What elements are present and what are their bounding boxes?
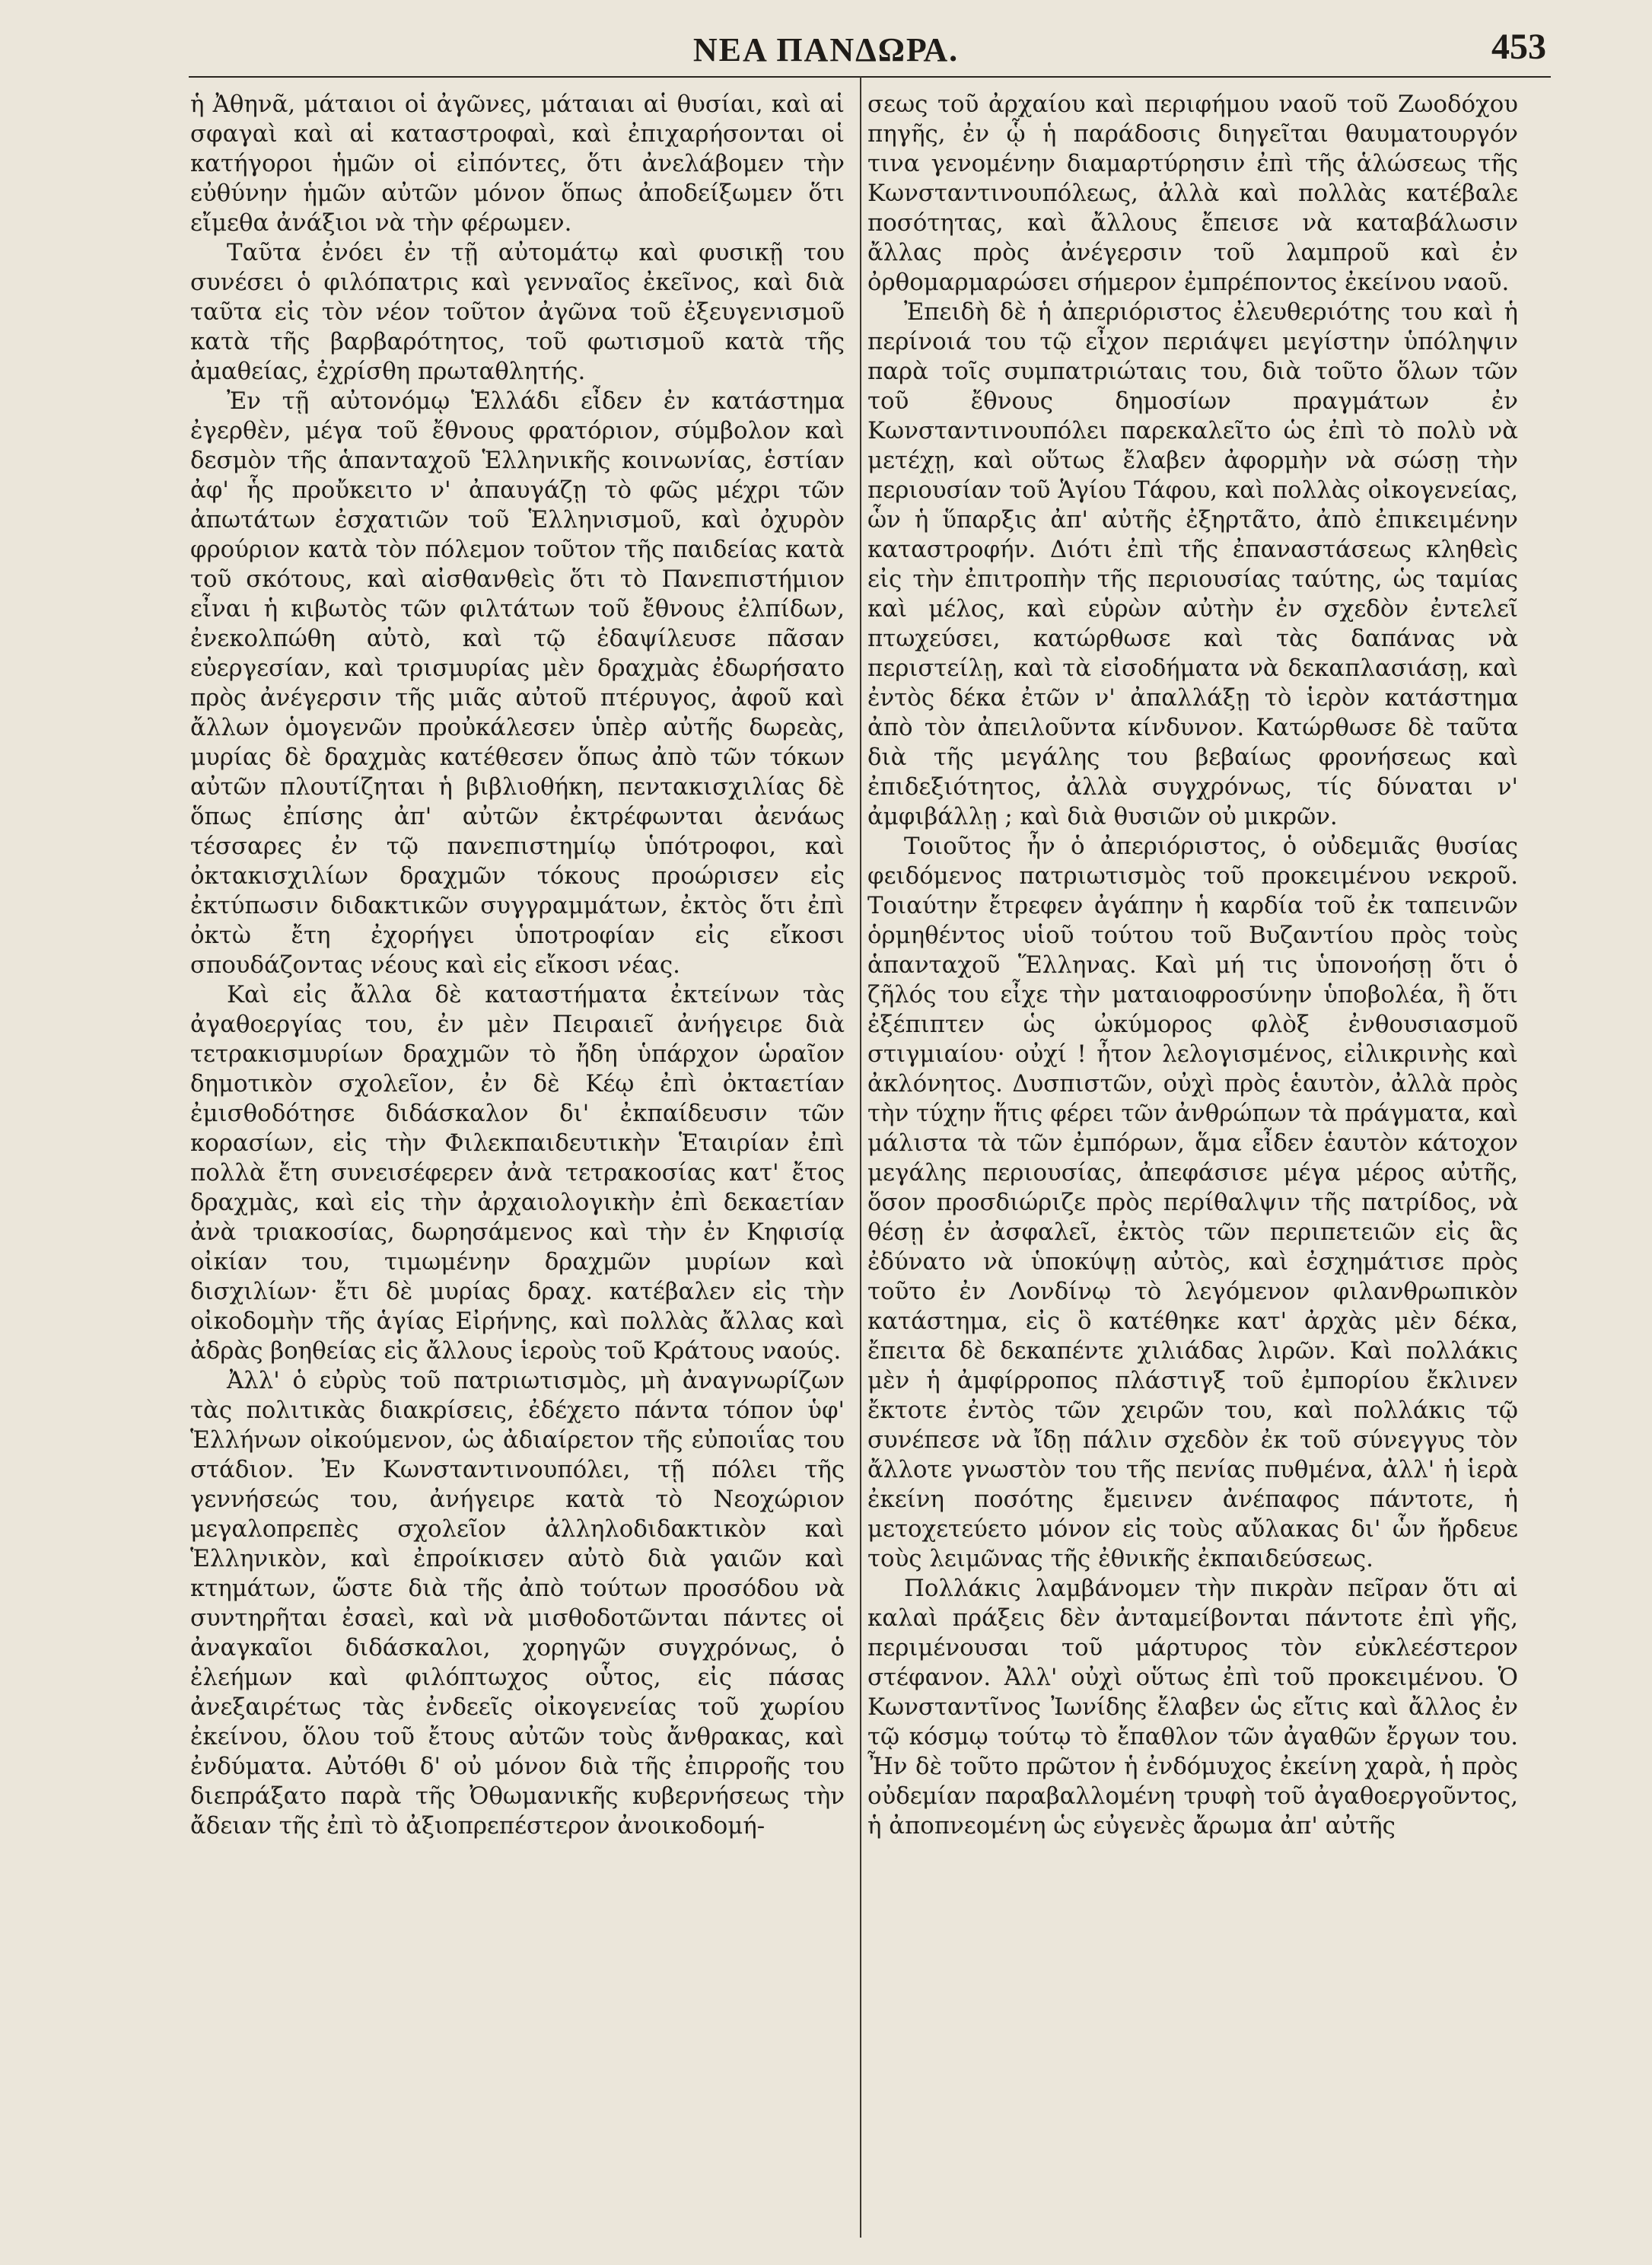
paragraph: Πολλάκις λαμβάνομεν τὴν πικρὰν πεῖραν ὅτι αἱ καλαὶ πράξεις δὲν ἀνταμείβονται πάντοτε ἐπὶ γῆς, περιμένουσαι τοῦ μάρτυρος τὸν εὐκλεέστερον στέφανον. Ἀλλ' οὐχὶ οὕτως ἐπὶ τοῦ προκειμένου. Ὁ Κωνσταντῖνος Ἰωνίδης ἔλαβεν ὡς εἴτις καὶ ἄλλος ἐν τῷ κόσμῳ τούτῳ τὸ ἔπαθλον τῶν ἀγαθῶν ἔργων του. Ἦν δὲ τοῦτο πρῶτον ἡ ἐνδόμυχος ἐκείνη χαρὰ, ἡ πρὸς οὐδεμίαν παραβαλλομένη τρυφὴ τοῦ ἀγαθοεργοῦντος, ἡ ἀποπνεομένη ὡς εὐγενὲς ἄρωμα ἀπ' αὐτῆς: [867, 1575, 1518, 1840]
paragraph: Ἐπειδὴ δὲ ἡ ἀπεριόριστος ἐλευθεριότης του καὶ ἡ περίνοιά του τῷ εἶχον περιάψει μεγίστην ὑπόληψιν παρὰ τοῖς συμπατριώταις του, διὰ τοῦτο ὅλων τῶν τοῦ ἔθνους δημοσίων πραγμάτων ἐν Κωνσταντινουπόλει παρεκαλεῖτο ὡς ἐπὶ τὸ πολὺ νὰ μετέχῃ, καὶ οὕτως ἔλαβεν ἀφορμὴν νὰ σώσῃ τὴν περιουσίαν τοῦ Ἁγίου Τάφου, καὶ πολλὰς οἰκογενείας, ὧν ἡ ὕπαρξις ἀπ' αὐτῆς ἐξηρτᾶτο, ἀπὸ ἐπικειμένην καταστροφήν. Διότι ἐπὶ τῆς ἐπαναστάσεως κληθεὶς εἰς τὴν ἐπιτροπὴν τῆς περιουσίας ταύτης, ὡς ταμίας καὶ μέλος, καὶ εὑρὼν αὐτὴν ἐν σχεδὸν ἐντελεῖ πτωχεύσει, κατώρθωσε καὶ τὰς δαπάνας νὰ περιστείλῃ, καὶ τὰ εἰσοδήματα νὰ δεκαπλασιάσῃ, καὶ ἐντὸς δέκα ἐτῶν ν' ἀπαλλάξῃ τὸ ἱερὸν κατάστημα ἀπὸ τὸν ἀπειλοῦντα κίνδυνον. Κατώρθωσε δὲ ταῦτα διὰ τῆς μεγάλης του βεβαίως φρονήσεως καὶ ἐπιδεξιότητος, ἀλλὰ συγχρόνως, τίς δύναται ν' ἀμφιβάλλῃ ; καὶ διὰ θυσιῶν οὐ μικρῶν.: [867, 298, 1518, 830]
left-column: [190, 90, 845, 1841]
paragraph: Ἐν τῇ αὐτονόμῳ Ἑλλάδι εἶδεν ἐν κατάστημα ἐγερθὲν, μέγα τοῦ ἔθνους φρατόριον, σύμβολον καὶ δεσμὸν τῆς ἁπανταχοῦ Ἑλληνικῆς κοινωνίας, ἑστίαν ἀφ' ἧς προὔκειτο ν' ἀπαυγάζῃ τὸ φῶς μέχρι τῶν ἀπωτάτων ἐσχατιῶν τοῦ Ἑλληνισμοῦ, καὶ ὀχυρὸν φρούριον κατὰ τὸν πόλεμον τοῦτον τῆς παιδείας κατὰ τοῦ σκότους, καὶ αἰσθανθεὶς ὅτι τὸ Πανεπιστήμιον εἶναι ἡ κιβωτὸς τῶν φιλτάτων τοῦ ἔθνους ἐλπίδων, ἐνεκολπώθη αὐτὸ, καὶ τῷ ἐδαψίλευσε πᾶσαν εὐεργεσίαν, καὶ τρισμυρίας μὲν δραχμὰς ἐδωρήσατο πρὸς ἀνέγερσιν τῆς μιᾶς αὐτοῦ πτέρυγος, ἀφοῦ καὶ ἄλλων ὁμογενῶν προὐκάλεσεν ὑπὲρ αὐτῆς δωρεὰς, μυρίας δὲ δραχμὰς κατέθεσεν ὅπως ἀπὸ τῶν τόκων αὐτῶν πλουτίζηται ἡ βιβλιοθήκη, πεντακισχιλίας δὲ ὅπως ἐπίσης ἀπ' αὐτῶν ἐκτρέφωνται ἀενάως τέσσαρες ἐν τῷ πανεπιστημίῳ ὑπότροφοι, καὶ ὀκτακισχιλίων δραχμῶν τόκους προώρισεν εἰς ἐκτύπωσιν διδακτικῶν συγγραμμάτων, ἐκτὸς ὅτι ἐπὶ ὀκτὼ ἔτη ἐχορήγει ὑποτροφίαν εἰς εἴκοσι σπουδάζοντας νέους καὶ εἰς εἴκοσι νέας.: [190, 387, 845, 979]
header-rule: [189, 76, 1551, 78]
paragraph: Τοιοῦτος ἦν ὁ ἀπεριόριστος, ὁ οὐδεμιᾶς θυσίας φειδόμενος πατριωτισμὸς τοῦ προκειμένου νεκροῦ. Τοιαύτην ἔτρεφεν ἀγάπην ἡ καρδία τοῦ ἐκ ταπεινῶν ὁρμηθέντος υἱοῦ τούτου τοῦ Βυζαντίου πρὸς τοὺς ἁπανταχοῦ Ἕλληνας. Καὶ μή τις ὑπονοήσῃ ὅτι ὁ ζῆλός του εἶχε τὴν ματαιοφροσύνην ὑποβολέα, ἢ ὅτι ἐξέπιπτεν ὡς ὠκύμορος φλὸξ ἐνθουσιασμοῦ στιγμιαίου· οὐχί ! ἦτον λελογισμένος, εἰλικρινὴς καὶ ἀκλόνητος. Δυσπιστῶν, οὐχὶ πρὸς ἑαυτὸν, ἀλλὰ πρὸς τὴν τύχην ἥτις φέρει τῶν ἀνθρώπων τὰ πράγματα, καὶ μάλιστα τὰ τῶν ἐμπόρων, ἅμα εἶδεν ἑαυτὸν κάτοχον μεγάλης περιουσίας, ἀπεφάσισε μέγα μέρος αὐτῆς, ὅσον προσδιώριζε πρὸς περίθαλψιν τῆς πατρίδος, νὰ θέσῃ ἐν ἀσφαλεῖ, ἐκτὸς τῶν περιπετειῶν εἰς ἃς ἐδύνατο νὰ ὑποκύψῃ αὐτὸς, καὶ ἐσχημάτισε πρὸς τοῦτο ἐν Λονδίνῳ τὸ λεγόμενον φιλανθρωπικὸν κατάστημα, εἰς ὃ κατέθηκε κατ' ἀρχὰς μὲν δέκα, ἔπειτα δὲ δεκαπέντε χιλιάδας λιρῶν. Καὶ πολλάκις μὲν ἡ ἀμφίρροπος πλάστιγξ τοῦ ἐμπορίου ἔκλινεν ἔκτοτε ἐντὸς τῶν χειρῶν του, καὶ πολλάκις τῷ συνέπεσε νὰ ἴδῃ πάλιν σχεδὸν ἐκ τοῦ σύνεγγυς τὸν ἄλλοτε γνωστὸν του τῆς πενίας πυθμένα, ἀλλ' ἡ ἱερὰ ἐκείνη ποσότης ἔμεινεν ἀνέπαφος πάντοτε, ἡ μετοχετεύετο μόνον εἰς τοὺς αὔλακας δι' ὧν ἤρδευε τοὺς λειμῶνας τῆς ἐθνικῆς ἐκπαιδεύσεως.: [867, 833, 1518, 1572]
paragraph: σεως τοῦ ἀρχαίου καὶ περιφήμου ναοῦ τοῦ Ζωοδόχου πηγῆς, ἐν ᾧ ἡ παράδοσις διηγεῖται θαυματουργόν τινα γενομένην διαμαρτύρησιν ἐπὶ τῆς ἁλώσεως τῆς Κωνσταντινουπόλεως, ἀλλὰ καὶ πολλὰς κατέβαλε ποσότητας, καὶ ἄλλους ἔπεισε νὰ καταβάλωσιν ἄλλας πρὸς ἀνέγερσιν τοῦ λαμπροῦ καὶ ἐν ὀρθομαρμαρώσει σήμερον ἐμπρέποντος ἐκείνου ναοῦ.: [867, 91, 1518, 296]
right-column: [867, 90, 1518, 1841]
paragraph: Ταῦτα ἐνόει ἐν τῇ αὐτομάτῳ καὶ φυσικῇ του συνέσει ὁ φιλόπατρις καὶ γενναῖος ἐκεῖνος, καὶ διὰ ταῦτα εἰς τὸν νέον τοῦτον ἀγῶνα τοῦ ἐξευγενισμοῦ κατὰ τῆς βαρβαρότητος, τοῦ φωτισμοῦ κατὰ τῆς ἀμαθείας, ἐχρίσθη πρωταθλητής.: [190, 239, 845, 385]
paragraph: Καὶ εἰς ἄλλα δὲ καταστήματα ἐκτείνων τὰς ἀγαθοεργίας του, ἐν μὲν Πειραιεῖ ἀνήγειρε διὰ τετρακισμυρίων δραχμῶν τὸ ἤδη ὑπάρχον ὡραῖον δημοτικὸν σχολεῖον, ἐν δὲ Κέῳ ἐπὶ ὀκταετίαν ἐμισθοδότησε διδάσκαλον δι' ἐκπαίδευσιν τῶν κορασίων, εἰς τὴν Φιλεκπαιδευτικὴν Ἑταιρίαν ἐπὶ πολλὰ ἔτη συνεισέφερεν ἀνὰ τετρακοσίας κατ' ἔτος δραχμὰς, καὶ εἰς τὴν ἀρχαιολογικὴν ἐπὶ δεκαετίαν ἀνὰ τριακοσίας, δωρησάμενος καὶ τὴν ἐν Κηφισίᾳ οἰκίαν του, τιμωμένην δραχμῶν μυρίων καὶ δισχιλίων· ἔτι δὲ μυρίας δραχ. κατέβαλεν εἰς τὴν οἰκοδομὴν τῆς ἁγίας Εἰρήνης, καὶ πολλὰς ἄλλας καὶ ἀδρὰς βοηθείας εἰς ἄλλους ἱεροὺς τοῦ Κράτους ναούς.: [190, 981, 845, 1365]
paragraph: Ἀλλ' ὁ εὐρὺς τοῦ πατριωτισμὸς, μὴ ἀναγνωρίζων τὰς πολιτικὰς διακρίσεις, ἐδέχετο πάντα τόπον ὑφ' Ἑλλήνων οἰκούμενον, ὡς ἀδιαίρετον τῆς εὐποιΐας του στάδιον. Ἐν Κωνσταντινουπόλει, τῇ πόλει τῆς γεννήσεώς του, ἀνήγειρε κατὰ τὸ Νεοχώριον μεγαλοπρεπὲς σχολεῖον ἀλληλοδιδακτικὸν καὶ Ἑλληνικὸν, καὶ ἐπροίκισεν αὐτὸ διὰ γαιῶν καὶ κτημάτων, ὥστε διὰ τῆς ἀπὸ τούτων προσόδου νὰ συντηρῆται ἐσαεὶ, καὶ νὰ μισθοδοτῶνται πάντες οἱ ἀναγκαῖοι διδάσκαλοι, χορηγῶν συγχρόνως, ὁ ἐλεήμων καὶ φιλόπτωχος οὗτος, εἰς πάσας ἀνεξαιρέτως τὰς ἐνδεεῖς οἰκογενείας τοῦ χωρίου ἐκείνου, ὅλου τοῦ ἔτους αὐτῶν τοὺς ἄνθρακας, καὶ ἐνδύματα. Αὐτόθι δ' οὐ μόνον διὰ τῆς ἐπιρροῆς του διεπράξατο παρὰ τῆς Ὀθωμανικῆς κυβερνήσεως τὴν ἄδειαν τῆς ἐπὶ τὸ ἀξιοπρεπέστερον ἀνοικοδομή-: [190, 1367, 845, 1840]
page-number: 453: [1491, 27, 1546, 67]
running-title: ΝΕΑ ΠΑΝΔΩΡΑ.: [692, 31, 960, 68]
column-divider: [860, 76, 861, 2238]
paragraph: ἡ Ἀθηνᾶ, μάταιοι οἱ ἀγῶνες, μάταιαι αἱ θυσίαι, καὶ αἱ σφαγαὶ καὶ αἱ καταστροφαὶ, καὶ ἐπιχαρήσονται οἱ κατήγοροι ἡμῶν οἱ εἰπόντες, ὅτι ἀνελάβομεν τὴν εὐθύνην ἡμῶν αὐτῶν μόνον ὅπως ἀποδείξωμεν ὅτι εἴμεθα ἀνάξιοι νὰ τὴν φέρωμεν.: [190, 91, 845, 237]
